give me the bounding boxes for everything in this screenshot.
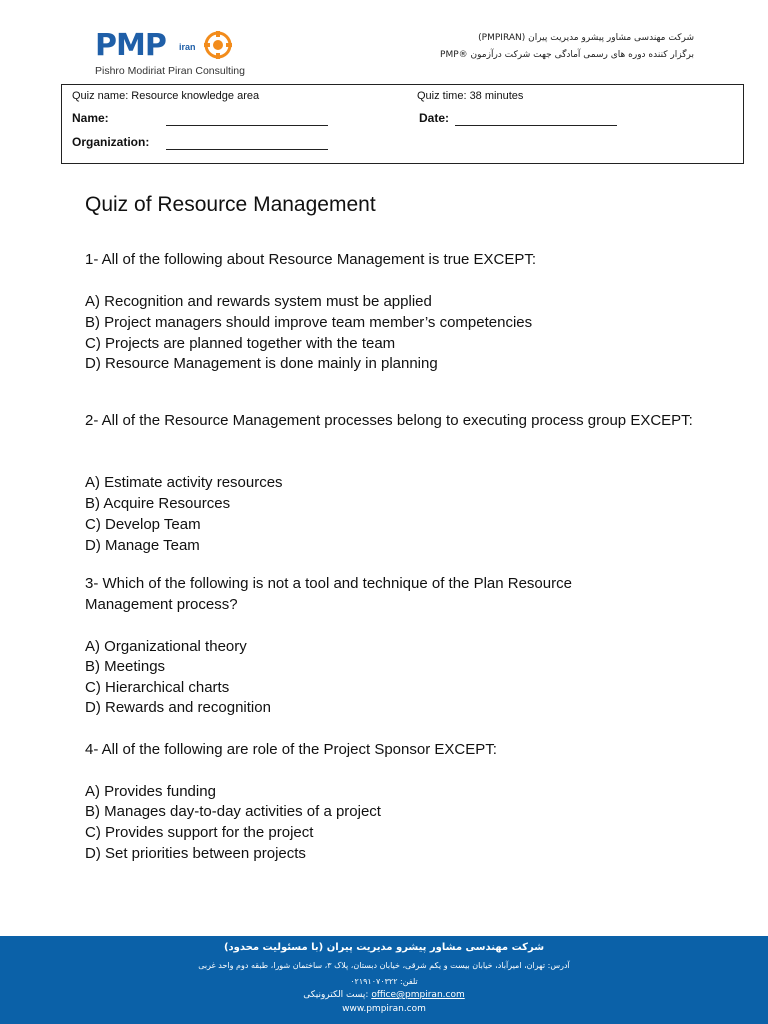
company-logo (95, 30, 255, 78)
question-2-option-d: D) Manage Team (85, 537, 200, 554)
quiz-time: Quiz time: 38 minutes (417, 90, 524, 102)
logo-tagline: Pishro Modiriat Piran Consulting (95, 65, 245, 77)
question-2: 2- All of the Resource Management processes belong to executing process group EXCEPT: (85, 412, 693, 429)
logo-wordmark: PMP (95, 28, 166, 63)
question-4-option-a: A) Provides funding (85, 783, 216, 800)
logo-sub: iran (179, 42, 196, 52)
name-field[interactable] (166, 125, 328, 126)
question-1-option-c: C) Projects are planned together with the team (85, 335, 396, 352)
question-2-option-b: B) Acquire Resources (85, 495, 231, 512)
header-fa-line2: برگزار کننده دوره های رسمی آمادگی جهت شرکت درآزمون ®PMP (440, 50, 694, 60)
organization-label: Organization: (72, 135, 150, 149)
page-footer (0, 936, 768, 1024)
footer-email-label: پست الکترونیکی: (303, 990, 369, 1000)
page-title: Quiz of Resource Management (85, 193, 376, 216)
question-3-option-c: C) Hierarchical charts (85, 679, 230, 696)
question-4: 4- All of the following are role of the Project Sponsor EXCEPT: (85, 741, 497, 758)
question-1-option-d: D) Resource Management is done mainly in planning (85, 355, 438, 372)
footer-company: شرکت مهندسی مشاور پیشرو مدیریت پیران (با مسئولیت محدود) (223, 942, 545, 953)
logo-gear-icon (203, 30, 233, 60)
header-persian-text (440, 30, 694, 64)
question-3: 3- Which of the following is not a tool and technique of the Plan Resource Management process? (85, 575, 572, 613)
footer-website[interactable]: www.pmpiran.com (342, 1004, 426, 1014)
question-3-option-b: B) Meetings (85, 658, 166, 675)
footer-phone: تلفن: ۰۲۱۹۱۰۷۰۳۲۲ (350, 977, 418, 986)
header-fa-line1: شرکت مهندسی مشاور پیشرو مدیریت پیران (PMPIRAN) (478, 33, 694, 43)
question-2-option-c: C) Develop Team (85, 516, 201, 533)
date-label: Date: (419, 111, 450, 125)
question-3-option-a: A) Organizational theory (85, 638, 247, 655)
date-field[interactable] (455, 125, 617, 126)
name-label: Name: (72, 111, 109, 125)
quiz-info-box (61, 84, 744, 164)
question-4-option-b: B) Manages day-to-day activities of a project (85, 803, 381, 820)
question-3-option-d: D) Rewards and recognition (85, 699, 271, 716)
question-4-option-c: C) Provides support for the project (85, 824, 314, 841)
question-2-option-a: A) Estimate activity resources (85, 474, 283, 491)
question-1-option-a: A) Recognition and rewards system must be applied (85, 293, 432, 310)
question-1-option-b: B) Project managers should improve team member’s competencies (85, 314, 533, 331)
footer-email-row (0, 990, 768, 1000)
footer-address: آدرس: تهران، امیرآباد، خیابان بیست و یکم شرقی، خیابان دبستان، پلاک ۳، ساختمان شورا، طبقه دوم واحد غربی (198, 961, 570, 970)
organization-field[interactable] (166, 149, 328, 150)
quiz-name: Quiz name: Resource knowledge area (72, 90, 260, 102)
question-4-option-d: D) Set priorities between projects (85, 845, 306, 862)
question-1: 1- All of the following about Resource Management is true EXCEPT: (85, 251, 537, 268)
footer-email-link[interactable]: office@pmpiran.com (371, 990, 465, 1000)
